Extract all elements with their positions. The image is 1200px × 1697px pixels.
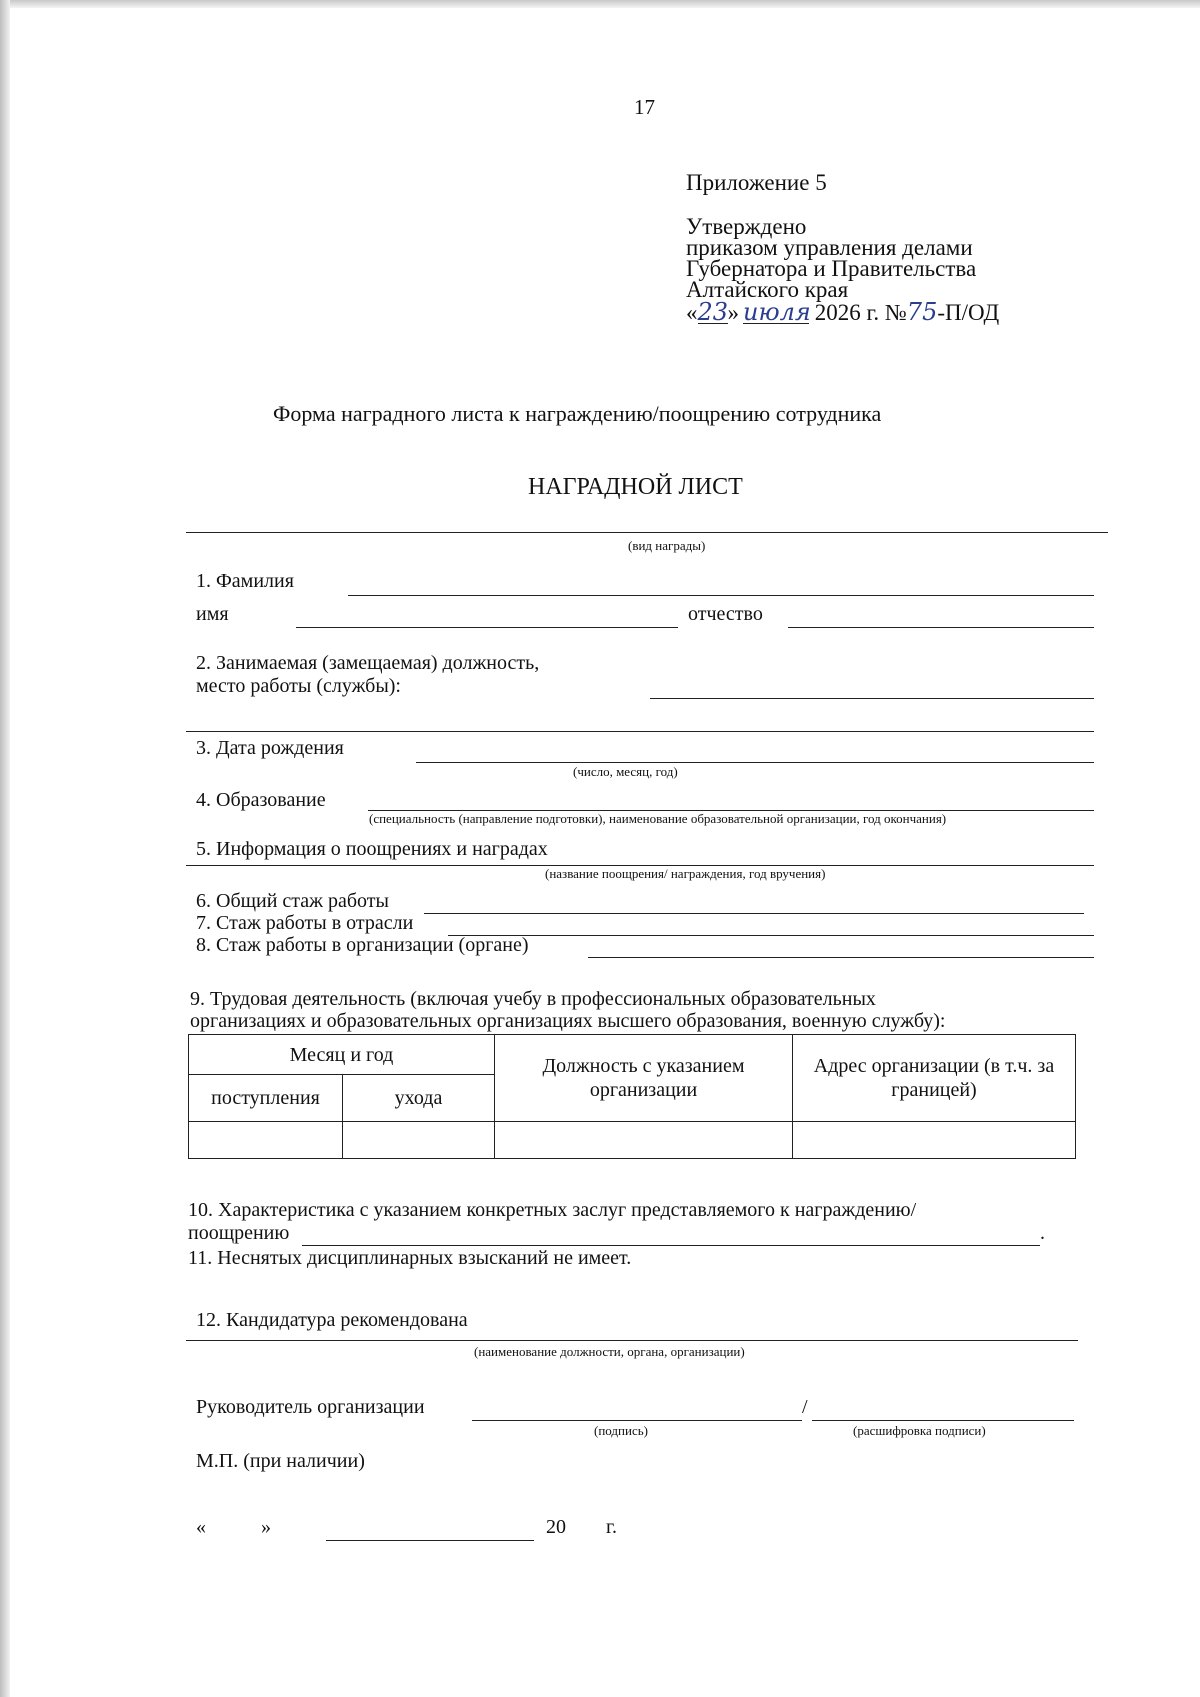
date-day-handwritten: 23 <box>697 298 729 326</box>
approval-line-2: Губернатора и Правительства <box>686 256 977 281</box>
industry-experience-field[interactable] <box>448 935 1094 936</box>
signature-decode-field[interactable] <box>812 1420 1074 1421</box>
order-number-handwritten: 75 <box>906 298 938 326</box>
surname-label: 1. Фамилия <box>196 570 294 592</box>
characteristic-line-2: поощрению <box>188 1222 290 1244</box>
footer-month-field[interactable] <box>326 1540 534 1541</box>
appendix-label: Приложение 5 <box>686 170 827 195</box>
patronymic-label: отчество <box>688 603 763 625</box>
head-label: Руководитель организации <box>196 1396 425 1418</box>
surname-field[interactable] <box>348 595 1094 596</box>
date-close-quote: » <box>727 300 739 325</box>
industry-experience-label: 7. Стаж работы в отрасли <box>196 912 414 934</box>
scan-edge-top <box>0 0 1200 8</box>
address-cell[interactable] <box>793 1122 1076 1159</box>
order-suffix: -П/ОД <box>937 300 1000 325</box>
total-experience-label: 6. Общий стаж работы <box>196 890 389 912</box>
admission-cell[interactable] <box>189 1122 343 1159</box>
approval-block <box>686 216 999 324</box>
approval-date-line <box>686 298 1000 326</box>
education-label: 4. Образование <box>196 789 326 811</box>
birth-date-caption: (число, месяц, год) <box>573 764 678 779</box>
approval-line-3: Алтайского края <box>686 277 849 302</box>
footer-open-quote: « <box>196 1516 206 1538</box>
approval-line-1: приказом управления делами <box>686 235 973 260</box>
name-field[interactable] <box>296 627 678 628</box>
signature-caption: (подпись) <box>594 1423 648 1438</box>
education-caption: (специальность (направление подготовки), наименование образовательной организации, год окончания) <box>369 811 947 826</box>
position-cell[interactable] <box>495 1122 793 1159</box>
signature-slash: / <box>802 1396 808 1418</box>
org-experience-field[interactable] <box>588 957 1094 958</box>
awards-info-label: 5. Информация о поощрениях и наградах <box>196 838 548 860</box>
work-history-table <box>188 1034 1076 1159</box>
form-title: Форма наградного листа к награждению/поощрению сотрудника <box>273 401 882 426</box>
scan-edge-left <box>0 0 10 1697</box>
footer-close-quote: » <box>261 1516 271 1538</box>
stamp-label: М.П. (при наличии) <box>196 1450 365 1472</box>
recommended-field[interactable] <box>186 1340 1078 1341</box>
name-label: имя <box>196 603 229 625</box>
birth-date-field[interactable] <box>416 762 1094 763</box>
work-history-intro-line-1: 9. Трудовая деятельность (включая учебу в профессиональных образовательных <box>190 988 876 1010</box>
characteristic-field[interactable] <box>302 1245 1040 1246</box>
date-year-number-label: 2026 г. № <box>814 300 907 325</box>
position-label-line-2: место работы (службы): <box>196 675 401 697</box>
characteristic-end: . <box>1040 1222 1045 1244</box>
footer-year-suffix: г. <box>606 1516 617 1538</box>
position-header: Должность с указанием организации <box>495 1035 793 1122</box>
recommended-label: 12. Кандидатура рекомендована <box>196 1309 468 1331</box>
signature-decode-caption: (расшифровка подписи) <box>853 1423 986 1438</box>
no-penalties-text: 11. Неснятых дисциплинарных взысканий не имеет. <box>188 1247 632 1269</box>
recommended-caption: (наименование должности, органа, организации) <box>474 1344 745 1359</box>
address-header: Адрес организации (в т.ч. за границей) <box>793 1035 1076 1122</box>
footer-year-prefix: 20 <box>546 1516 566 1538</box>
date-month-handwritten: июля <box>743 298 811 326</box>
leaving-cell[interactable] <box>343 1122 495 1159</box>
total-experience-field[interactable] <box>424 913 1084 914</box>
admission-header: поступления <box>189 1075 343 1122</box>
month-year-header: Месяц и год <box>189 1035 495 1075</box>
position-field[interactable] <box>650 698 1094 699</box>
sheet-title: НАГРАДНОЙ ЛИСТ <box>528 474 743 500</box>
position-label-line-1: 2. Занимаемая (замещаемая) должность, <box>196 652 540 674</box>
leaving-header: ухода <box>343 1075 495 1122</box>
approved-label: Утверждено <box>686 214 807 239</box>
award-type-line <box>186 532 1108 533</box>
org-experience-label: 8. Стаж работы в организации (органе) <box>196 934 529 956</box>
table-row <box>189 1122 1076 1159</box>
page-number: 17 <box>634 95 655 119</box>
patronymic-field[interactable] <box>788 627 1094 628</box>
position-field-extra[interactable] <box>186 731 1094 732</box>
characteristic-line-1: 10. Характеристика с указанием конкретных заслуг представляемого к награждению/ <box>188 1199 917 1221</box>
awards-caption: (название поощрения/ награждения, год вручения) <box>545 866 826 881</box>
signature-field[interactable] <box>472 1420 802 1421</box>
birth-date-label: 3. Дата рождения <box>196 737 344 759</box>
work-history-intro-line-2: организациях и образовательных организациях высшего образования, военную службу): <box>190 1010 946 1032</box>
date-open-quote: « <box>686 300 698 325</box>
award-type-caption: (вид награды) <box>628 538 706 553</box>
